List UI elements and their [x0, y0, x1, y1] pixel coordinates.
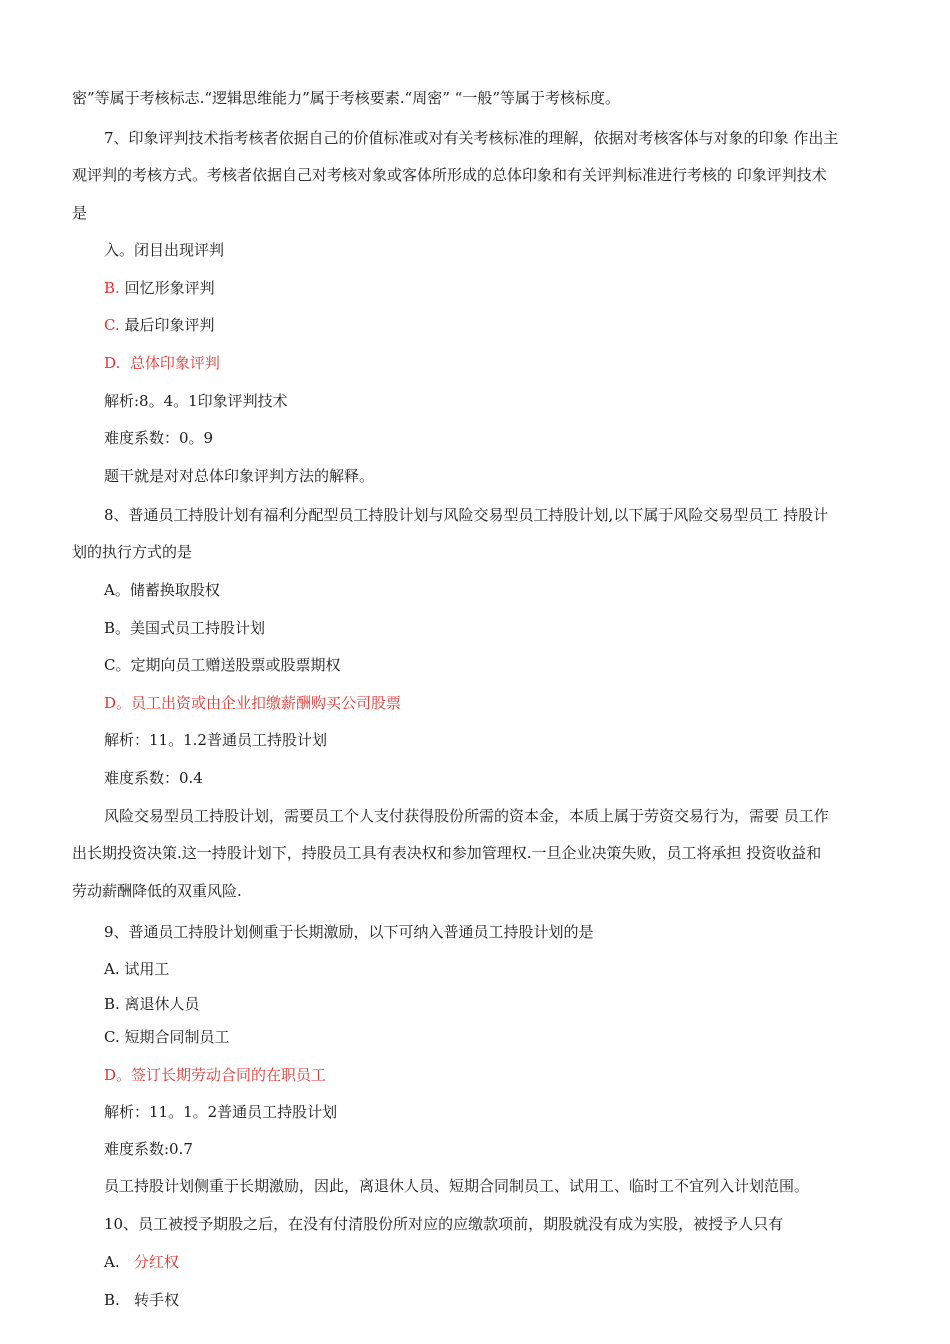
- option-b: [104, 1290, 179, 1310]
- option-c: C. 短期合同制员工: [104, 1028, 230, 1046]
- option-text: 总体印象评判: [129, 354, 220, 372]
- explanation: 员工持股计划侧重于长期激励，因此，离退休人员、短期合同制员工、试用工、临时工不宜列入计划范围。: [104, 1177, 810, 1195]
- text-line: 密”等属于考核标志.“逻辑思维能力”属于考核要素.“周密” “一般”等属于考核标度。: [72, 89, 620, 107]
- option-b: [104, 278, 215, 298]
- option-b: B。美国式员工持股计划: [104, 619, 266, 637]
- option-letter: B.: [104, 1291, 120, 1309]
- question-8-stem: 8、普通员工持股计划有福利分配型员工持股计划与风险交易型员工持股计划,以下属于风险交易型员工 持股计: [104, 506, 829, 524]
- analysis: 解析:8。4。1印象评判技术: [104, 392, 288, 410]
- option-a: A. 试用工: [104, 960, 170, 978]
- question-9-stem: 9、普通员工持股计划侧重于长期激励，以下可纳入普通员工持股计划的是: [104, 923, 594, 941]
- option-letter: D.: [104, 354, 121, 372]
- option-d-answer: D。员工出资或由企业扣缴薪酬购买公司股票: [104, 694, 402, 712]
- text-line: 出长期投资决策.这一持股计划下，持股员工具有表决权和参加管理权.一旦企业决策失败，员工将承担 投资收益和: [72, 844, 822, 862]
- question-7-stem: 7、印象评判技术指考核者依据自己的价值标准或对有关考核标准的理解，依据对考核客体与对象的印象 作出主: [104, 129, 839, 147]
- option-text-answer: 分红权: [133, 1253, 179, 1271]
- option-a: A。储蓄换取股权: [104, 581, 220, 599]
- text-line: 划的执行方式的是: [72, 543, 193, 561]
- option-d-answer: D。签订长期劳动合同的在职员工: [104, 1066, 327, 1084]
- text-line: 观评判的考核方式。考核者依据自己对考核对象或客体所形成的总体印象和有关评判标准进行考核的 印象评判技术: [72, 166, 827, 184]
- analysis: 解析：11。1.2普通员工持股计划: [104, 731, 327, 749]
- option-letter: A.: [104, 1253, 120, 1271]
- option-d-answer: [104, 353, 220, 373]
- option-a: [104, 1252, 179, 1272]
- option-text: 最后印象评判: [124, 316, 215, 334]
- analysis: 解析：11。1。2普通员工持股计划: [104, 1103, 338, 1121]
- explanation: 题干就是对对总体印象评判方法的解释。: [104, 467, 375, 485]
- option-letter: C.: [104, 316, 120, 334]
- explanation: 风险交易型员工持股计划，需要员工个人支付获得股份所需的资本金，本质上属于劳资交易行为，需要 员工作: [104, 807, 829, 825]
- text-line: 是: [72, 204, 88, 222]
- option-c: [104, 315, 215, 335]
- question-10-stem: 10、员工被授予期股之后，在没有付清股份所对应的应缴款项前，期股就没有成为实股，被授予人只有: [104, 1215, 784, 1233]
- option-text: 回忆形象评判: [124, 279, 215, 297]
- option-text: 转手权: [134, 1291, 180, 1309]
- option-b: B. 离退休人员: [104, 995, 200, 1013]
- difficulty: 难度系数：0。9: [104, 429, 214, 447]
- difficulty: 难度系数：0.4: [104, 769, 203, 787]
- difficulty: 难度系数:0.7: [104, 1140, 193, 1158]
- option-letter: B.: [104, 279, 120, 297]
- option-a: 入。闭目出现评判: [104, 241, 225, 259]
- option-c: C。定期向员工赠送股票或股票期权: [104, 656, 341, 674]
- text-line: 劳动薪酬降低的双重风险.: [72, 882, 242, 900]
